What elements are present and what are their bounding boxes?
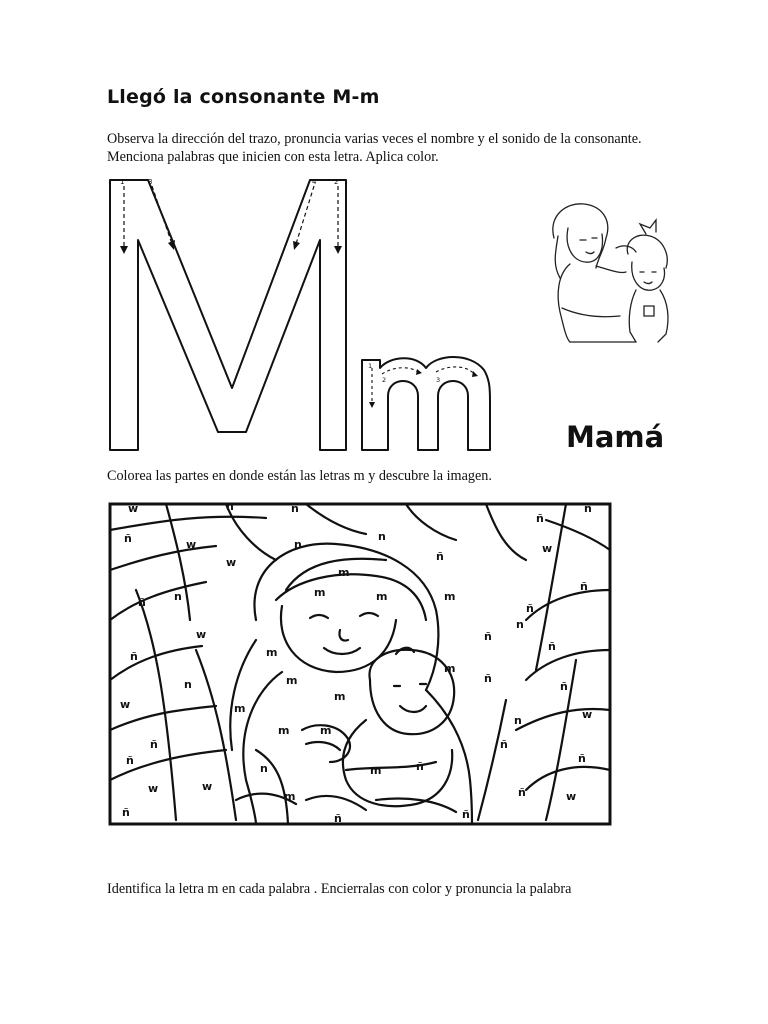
region-letter: m [278, 724, 290, 737]
region-letter: w [128, 502, 139, 515]
region-letter: ñ [138, 596, 146, 609]
region-letter: m [234, 702, 246, 715]
mother-daughter-illustration [540, 198, 710, 348]
capital-arrow-number: 4 [312, 178, 317, 186]
region-letter: n [174, 590, 182, 603]
region-letter: w [196, 628, 207, 641]
region-letter: n [226, 500, 234, 513]
region-letter: w [566, 790, 577, 803]
color-by-letter-picture [106, 500, 616, 830]
region-letter: m [320, 724, 332, 737]
region-letter: ñ [462, 808, 470, 821]
region-letter: m [266, 646, 278, 659]
region-letter: ñ [334, 812, 342, 825]
region-letter: n [378, 530, 386, 543]
capital-arrow-number: 1 [120, 178, 125, 186]
region-letter: ñ [536, 512, 544, 525]
region-letter: ñ [416, 760, 424, 773]
region-letter: w [186, 538, 197, 551]
capital-arrow-number: 2 [334, 178, 339, 186]
region-letter: ñ [526, 602, 534, 615]
region-letter: n [260, 762, 268, 775]
region-letter: m [376, 590, 388, 603]
region-letter: n [514, 714, 522, 727]
region-letter: m [284, 790, 296, 803]
region-letter: ñ [484, 672, 492, 685]
region-letter: w [226, 556, 237, 569]
region-letter: ñ [578, 752, 586, 765]
page-title: Llegó la consonante M-m [107, 86, 380, 108]
region-letter: n [516, 618, 524, 631]
region-letter: m [338, 566, 350, 579]
region-letter: ñ [518, 786, 526, 799]
region-letter: ñ [122, 806, 130, 819]
region-letter: m [370, 764, 382, 777]
region-letter: w [202, 780, 213, 793]
region-letter: ñ [560, 680, 568, 693]
region-letter: ñ [484, 630, 492, 643]
identify-instructions: Identifica la letra m en cada palabra . Encierralas con color y pronuncia la palabra [107, 881, 572, 897]
region-letter: ñ [580, 580, 588, 593]
coloring-instructions: Colorea las partes en donde están las letras m y descubre la imagen. [107, 468, 492, 484]
region-letter: m [314, 586, 326, 599]
region-letter: m [444, 590, 456, 603]
picture-word: Mamá [566, 420, 665, 454]
region-letter: ñ [500, 738, 508, 751]
region-letter: m [334, 690, 346, 703]
small-arrow-number: 3 [436, 376, 441, 384]
region-letter: ñ [436, 550, 444, 563]
region-letter: m [286, 674, 298, 687]
region-letter: w [148, 782, 159, 795]
region-letter: ñ [548, 640, 556, 653]
region-letter: n [184, 678, 192, 691]
region-letter: w [582, 708, 593, 721]
region-letter: ñ [584, 502, 592, 515]
region-letter: ñ [150, 738, 158, 751]
region-letter: w [120, 698, 131, 711]
region-letter: m [444, 662, 456, 675]
region-letter: n [294, 538, 302, 551]
region-letter: ñ [126, 754, 134, 767]
small-arrow-number: 1 [368, 362, 373, 370]
region-letter: w [542, 542, 553, 555]
capital-arrow-number: 3 [148, 178, 153, 186]
small-arrow-number: 2 [382, 376, 387, 384]
region-letter: ñ [291, 502, 299, 515]
trace-instructions: Observa la dirección del trazo, pronuncia varias veces el nombre y el sonido de la consonante. Menciona palabras que inicien con esta letra. Aplica color. [107, 131, 642, 165]
letter-m-tracing [100, 170, 500, 455]
coloring-letter-labels [120, 500, 592, 825]
region-letter: ñ [130, 650, 138, 663]
region-letter: ñ [124, 532, 132, 545]
